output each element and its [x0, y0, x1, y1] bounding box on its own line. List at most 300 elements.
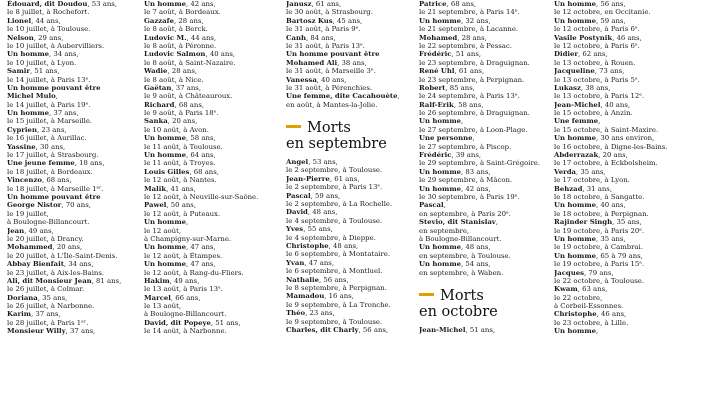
person-name: Une femme, dite Cacahouète	[286, 92, 398, 101]
death-date-place: le 17 juillet, à Strasbourg.	[7, 151, 99, 160]
entry-detail-line	[144, 8, 286, 16]
person-name: Un homme pouvant être	[7, 83, 101, 92]
person-name: Un homme	[419, 243, 461, 252]
death-date-place: le 15 octobre, à Saint-Maxire.	[554, 125, 659, 134]
entry-name-line	[7, 143, 144, 151]
death-date-place: le 4 septembre, à Toulouse.	[286, 216, 383, 225]
entry-detail-line	[419, 176, 554, 184]
person-name: Christophe	[286, 241, 329, 250]
death-date-place: le 12 août, à Neuville-sur-Saône.	[144, 192, 259, 201]
entry-detail-line	[7, 117, 144, 125]
entry-detail-line	[286, 250, 419, 258]
person-name: Rajinder Singh	[554, 218, 613, 227]
person-age: , 51 ans,	[451, 50, 482, 59]
person-name: Un homme	[144, 151, 186, 160]
entry-detail-line	[286, 318, 419, 326]
entry-name-line	[7, 193, 144, 201]
person-age: , 40 ans,	[600, 100, 631, 109]
entry-detail-line	[7, 25, 144, 33]
death-date-place: le 12 août, à Étampes.	[144, 251, 223, 260]
person-age: ,	[461, 117, 464, 126]
person-name: Pascal	[419, 201, 444, 210]
person-name: Monsieur Willy	[7, 327, 66, 336]
person-age: , 53 ans,	[87, 0, 118, 8]
entry-name-line	[419, 218, 554, 226]
person-name: Ludovic M.	[144, 33, 187, 42]
entry-detail-line	[144, 227, 286, 235]
entry-detail-line	[419, 252, 554, 260]
entry-detail-line	[419, 143, 554, 151]
entry-detail-line	[554, 277, 687, 285]
death-date-place: le 21 septembre, à Paris 14ᵉ.	[419, 8, 520, 17]
entry-detail-line	[7, 8, 144, 16]
person-name: Sanka	[144, 117, 168, 126]
entry-name-line	[286, 292, 419, 300]
entry-name-line	[144, 201, 286, 209]
person-age: ,	[397, 92, 400, 101]
death-date-place: le 19 octobre, à Cambrai.	[554, 243, 643, 252]
entry-detail-line	[419, 269, 554, 277]
death-date-place: le 18 octobre, à Sangatte.	[554, 192, 645, 201]
death-date-place: en septembre,	[419, 226, 470, 235]
death-date-place: à Corbeil-Essonnes.	[554, 302, 624, 311]
death-date-place: le 13 août,	[144, 302, 182, 311]
person-age: , 20 ans,	[52, 243, 83, 252]
entry-name-line	[286, 175, 419, 183]
person-name: Malik	[144, 184, 167, 193]
person-name: Mohamed	[419, 33, 458, 42]
entry-name-line	[419, 101, 554, 109]
person-name: Michel Mulo	[7, 92, 56, 101]
person-age: , 68 ans,	[446, 0, 477, 8]
person-age: , 20 ans,	[598, 151, 628, 160]
person-age: , 31 ans,	[582, 184, 613, 193]
person-age: , 49 ans,	[24, 226, 54, 235]
death-date-place: le 8 septembre, à Perpignan.	[286, 283, 387, 292]
person-name: Yvan	[286, 258, 305, 267]
entry-name-line	[419, 168, 554, 176]
person-age: , 70 ans,	[61, 201, 91, 210]
person-name: Vasile Postynik	[554, 33, 613, 42]
column-3	[286, 0, 419, 405]
entry-detail-line	[419, 42, 554, 50]
person-name: Behzad	[554, 184, 583, 193]
entry-name-line	[144, 243, 286, 251]
entry-detail-line	[419, 25, 554, 33]
entry-detail-line	[419, 92, 554, 100]
person-name: Un homme pouvant être	[286, 50, 380, 59]
person-name: Un homme	[144, 134, 186, 143]
entry-detail-line	[419, 210, 554, 218]
entry-detail-line	[286, 217, 419, 225]
person-age: , 61 ans,	[329, 174, 360, 183]
death-date-place: le 7 août, à Bordeaux.	[144, 8, 221, 17]
death-date-place: le 31 août, à Paris 13ᵉ.	[286, 41, 365, 50]
person-age: , 38 ans,	[580, 83, 611, 92]
person-age: , 37 ans,	[31, 310, 61, 319]
person-age: , 18 ans,	[74, 159, 105, 168]
entry-name-line	[419, 185, 554, 193]
person-age: , 81 ans,	[91, 276, 122, 285]
column-4	[419, 0, 554, 405]
death-date-place: le 31 août, à Marseille 3ᵉ.	[286, 67, 376, 76]
person-age: , 51 ans,	[210, 318, 241, 327]
person-age: , 44 ans,	[186, 33, 217, 42]
section-heading	[286, 117, 419, 152]
person-name: Un homme	[554, 234, 596, 243]
person-age: , 38 ans,	[337, 58, 367, 67]
entry-name-line	[419, 260, 554, 268]
person-name: Un homme	[554, 16, 596, 25]
person-name: Théo	[286, 309, 306, 318]
death-date-place: le 8 juillet, à Rochefort.	[7, 8, 90, 17]
entry-detail-line	[144, 159, 286, 167]
entry-detail-line	[419, 193, 554, 201]
entry-detail-line	[286, 84, 419, 92]
death-date-place: le 23 octobre, à Lille.	[554, 318, 629, 327]
person-age: , 68 ans,	[174, 100, 205, 109]
death-date-place: le 29 septembre, à Saint-Grégoire.	[419, 159, 541, 168]
person-age: , 45 ans,	[332, 16, 363, 25]
person-name: Un homme	[7, 109, 49, 118]
entry-detail-line	[419, 227, 554, 235]
person-name: Gazzafe	[144, 16, 174, 25]
entry-detail-line	[7, 210, 144, 218]
person-name: Jacques	[554, 268, 585, 277]
person-age: , 58 ans,	[186, 134, 216, 143]
person-age: , 34 ans,	[49, 50, 79, 59]
person-name: Frédéric	[419, 50, 452, 59]
entry-name-line	[419, 134, 554, 142]
entry-detail-line	[554, 59, 687, 67]
entry-name-line	[419, 201, 554, 209]
death-date-place: le 4 septembre, à Dieppe.	[286, 233, 376, 242]
death-date-place: le 8 août, à Berck.	[144, 25, 208, 34]
entry-name-line	[144, 277, 286, 285]
entry-name-line	[144, 117, 286, 125]
person-name: Yassine	[7, 142, 36, 151]
person-name: Didier	[554, 50, 579, 59]
person-age: , 39 ans,	[451, 151, 482, 160]
death-date-place: le 13 octobre, à Paris 12ᵉ.	[554, 92, 645, 101]
person-age: , 30 ans environ,	[596, 134, 655, 143]
person-age: , 51 ans,	[465, 325, 496, 334]
person-age: , 84 ans,	[305, 33, 336, 42]
column-5	[554, 0, 687, 405]
entry-name-line	[7, 50, 144, 58]
entry-detail-line	[144, 302, 286, 310]
person-name: Un homme	[419, 184, 461, 193]
person-name: Cyprien	[7, 125, 37, 134]
person-age: , 59 ans,	[310, 191, 341, 200]
person-age: , 42 ans,	[461, 184, 491, 193]
person-age: , 35 ans,	[37, 293, 68, 302]
person-name: Stevio, dit Stanislav	[419, 218, 496, 227]
entry-name-line	[144, 17, 286, 25]
entry-name-line	[144, 34, 286, 42]
entry-name-line	[144, 218, 286, 226]
person-age: ,	[443, 201, 446, 210]
entry-detail-line	[286, 25, 419, 33]
entry-name-line	[554, 201, 687, 209]
entry-name-line	[286, 0, 419, 8]
death-date-place: à Boulogne-Billancourt.	[144, 310, 227, 319]
entry-name-line	[144, 185, 286, 193]
person-name: Jacqueline	[554, 67, 595, 76]
person-name: Louis Gilles	[144, 167, 190, 176]
entry-name-line	[554, 168, 687, 176]
death-date-place: le 6 septembre, à Montluel.	[286, 267, 383, 276]
entry-name-line	[144, 319, 286, 327]
section-title-line2: en octobre	[419, 303, 498, 320]
death-date-place: le 17 octobre, à Lyon.	[554, 176, 630, 185]
person-age: , 32 ans,	[461, 16, 491, 25]
person-name: Canh	[286, 33, 306, 42]
entry-detail-line	[554, 92, 687, 100]
entry-name-line	[554, 50, 687, 58]
person-age: , 68 ans,	[41, 176, 72, 185]
entry-name-line	[286, 276, 419, 284]
entry-detail-line	[7, 185, 144, 193]
entry-detail-line	[7, 319, 144, 327]
entry-name-line	[144, 50, 286, 58]
entry-name-line	[419, 117, 554, 125]
person-age: , 47 ans,	[186, 243, 216, 252]
person-name: Jean-Michel	[419, 325, 466, 334]
death-date-place: le 9 août, à Châteauroux.	[144, 92, 233, 101]
entry-detail-line	[554, 8, 687, 16]
person-age: , 64 ans,	[186, 151, 216, 160]
entry-detail-line	[554, 76, 687, 84]
entry-name-line	[7, 126, 144, 134]
entry-name-line	[7, 260, 144, 268]
entry-detail-line	[286, 301, 419, 309]
person-name: Mamadou	[286, 292, 325, 301]
death-date-place: à Boulogne-Billancourt.	[419, 234, 502, 243]
entry-detail-line	[286, 166, 419, 174]
death-date-place: en septembre, à Toulouse.	[419, 251, 511, 260]
death-date-place: le 27 septembre, à Loon-Plage.	[419, 125, 528, 134]
entry-detail-line	[554, 159, 687, 167]
entry-detail-line	[286, 267, 419, 275]
death-date-place: le 8 août, à Nice.	[144, 75, 204, 84]
death-date-place: le 15 juillet, à Marseille.	[7, 117, 93, 126]
death-date-place: le 23 septembre, à Perpignan.	[419, 75, 525, 84]
entry-name-line	[419, 50, 554, 58]
death-date-place: le 26 septembre, à Draguignan.	[419, 109, 530, 118]
person-age: , 58 ans,	[453, 100, 484, 109]
person-name: Une jeune femme	[7, 159, 75, 168]
entry-detail-line	[7, 59, 144, 67]
entry-name-line	[144, 101, 286, 109]
person-name: Nelson	[7, 33, 34, 42]
entry-name-line	[419, 0, 554, 8]
entry-detail-line	[144, 59, 286, 67]
entry-name-line	[286, 225, 419, 233]
person-name: Un homme	[554, 0, 596, 8]
person-name: Nathalie	[286, 275, 320, 284]
person-name: Vanessa	[286, 75, 317, 84]
death-date-place: le 24 septembre, à Paris 13ᵉ.	[419, 92, 520, 101]
person-name: Édouard, dit Doudou	[7, 0, 88, 8]
death-date-place: le 15 octobre, à Anzin.	[554, 109, 633, 118]
person-name: Yves	[286, 225, 304, 234]
person-age: , 62 ans,	[578, 50, 608, 59]
person-name: Hakim	[144, 276, 170, 285]
person-age: , 79 ans,	[584, 268, 614, 277]
death-date-place: le 22 octobre, à Toulouse.	[554, 276, 645, 285]
person-age: , 61 ans,	[311, 0, 342, 8]
person-name: Un homme	[554, 327, 596, 336]
person-name: Un homme	[144, 0, 186, 8]
entry-name-line	[286, 158, 419, 166]
death-date-place: le 28 juillet, à Paris 1ᵉʳ.	[7, 318, 89, 327]
person-name: David, dit Popeye	[144, 318, 211, 327]
person-name: Un homme	[419, 260, 461, 269]
death-date-place: le 30 septembre, à Paris 19ᵉ.	[419, 192, 520, 201]
person-age: ,	[55, 92, 58, 101]
entry-name-line	[7, 243, 144, 251]
death-date-place: le 19 octobre, à Paris 20ᵉ.	[554, 226, 645, 235]
person-name: Jean-Pierre	[286, 174, 330, 183]
person-age: , 66 ans,	[170, 293, 201, 302]
person-name: Un homme	[419, 16, 461, 25]
entry-name-line	[554, 67, 687, 75]
person-name: Doriana	[7, 293, 38, 302]
entry-name-line	[419, 67, 554, 75]
person-age: , 50 ans,	[166, 201, 197, 210]
death-date-place: le 9 septembre, à La Tronche.	[286, 300, 391, 309]
person-age: , 49 ans,	[169, 276, 200, 285]
person-name: Wadie	[144, 67, 168, 76]
person-name: Une femme	[554, 117, 599, 126]
death-date-place: le 2 septembre, à Toulouse.	[286, 166, 383, 175]
death-date-place: en septembre, à Waben.	[419, 268, 504, 277]
entry-name-line	[419, 326, 554, 334]
entry-name-line	[554, 151, 687, 159]
person-age: , 34 ans,	[63, 260, 94, 269]
entry-detail-line	[7, 302, 144, 310]
death-date-place: le 9 août, à Paris 18ᵉ.	[144, 109, 219, 118]
entry-detail-line	[7, 218, 144, 226]
death-date-place: le 22 septembre, à Pessac.	[419, 41, 512, 50]
person-age: , 30 ans,	[35, 142, 66, 151]
death-date-place: le 6 septembre, à Montataire.	[286, 250, 391, 259]
death-date-place: le 2 septembre, à La Rochelle.	[286, 200, 393, 209]
person-age: , 20 ans,	[167, 117, 198, 126]
entry-detail-line	[144, 235, 286, 243]
section-accent-rule	[286, 125, 301, 128]
entry-name-line	[7, 92, 144, 100]
death-date-place: le 8 août, à Péronne.	[144, 41, 217, 50]
person-age: , 65 à 79 ans,	[596, 251, 643, 260]
entry-detail-line	[554, 294, 687, 302]
death-date-place: le 16 octobre, à Digne-les-Bains.	[554, 142, 668, 151]
entry-name-line	[419, 84, 554, 92]
death-date-place: le 12 août, à Nantes.	[144, 176, 217, 185]
person-name: Mohamed Ali	[286, 58, 338, 67]
entry-detail-line	[144, 310, 286, 318]
death-date-place: le 18 juillet, à Marseille 1ᵉʳ.	[7, 184, 104, 193]
person-name: Janusz	[286, 0, 312, 8]
death-date-place: le 17 octobre, à Eckbolsheim.	[554, 159, 658, 168]
entry-name-line	[554, 17, 687, 25]
person-name: Karim	[7, 310, 31, 319]
entry-detail-line	[286, 200, 419, 208]
entry-name-line	[554, 101, 687, 109]
entry-name-line	[286, 309, 419, 317]
entry-name-line	[286, 76, 419, 84]
person-age: ,	[495, 218, 498, 227]
entry-name-line	[286, 259, 419, 267]
entry-name-line	[554, 185, 687, 193]
entry-name-line	[144, 260, 286, 268]
person-age: , 83 ans,	[461, 167, 491, 176]
death-date-place: le 23 juillet, à Aix-les-Bains.	[7, 268, 105, 277]
entry-name-line	[7, 17, 144, 25]
death-date-place: le 30 août, à Strasbourg.	[286, 8, 373, 17]
death-date-place: le 10 juillet, à Aubervilliers.	[7, 41, 105, 50]
entry-detail-line	[286, 101, 419, 109]
person-name: Richard	[144, 100, 175, 109]
death-date-place: le 19 octobre, à Paris 15ᵉ.	[554, 260, 645, 269]
death-date-place: le 10 août, à Avon.	[144, 125, 209, 134]
death-date-place: le 13 octobre, à Rouen.	[554, 58, 636, 67]
entry-detail-line	[419, 59, 554, 67]
entry-name-line	[7, 201, 144, 209]
person-age: , 53 ans,	[308, 158, 338, 167]
entry-detail-line	[554, 227, 687, 235]
person-age: , 85 ans,	[445, 83, 475, 92]
entry-detail-line	[419, 126, 554, 134]
entry-name-line	[144, 168, 286, 176]
entry-detail-line	[419, 235, 554, 243]
entry-name-line	[7, 327, 144, 335]
entry-name-line	[7, 159, 144, 167]
entry-detail-line	[7, 269, 144, 277]
person-name: Kwam	[554, 285, 578, 294]
person-age: , 40 ans,	[316, 75, 347, 84]
entry-detail-line	[419, 109, 554, 117]
person-age: , 51 ans,	[29, 67, 60, 76]
death-date-place: le 26 juillet, à Colmar.	[7, 285, 85, 294]
person-age: , 23 ans,	[305, 309, 335, 318]
person-name: Lukasz	[554, 83, 581, 92]
entry-name-line	[286, 242, 419, 250]
entry-detail-line	[144, 210, 286, 218]
death-date-place: le 18 juillet, à Bordeaux.	[7, 167, 93, 176]
entry-detail-line	[144, 126, 286, 134]
person-age: ,	[472, 134, 475, 143]
entry-name-line	[7, 67, 144, 75]
death-date-place: le 31 août, à Pérenchies.	[286, 83, 373, 92]
entry-name-line	[7, 227, 144, 235]
person-age: , 40 ans,	[205, 50, 236, 59]
person-age: , 48 ans,	[307, 208, 338, 217]
death-date-place: le 23 septembre, à Draguignan.	[419, 58, 530, 67]
death-date-place: le 9 septembre, à Toulouse.	[286, 317, 383, 326]
person-age: ,	[186, 218, 189, 227]
person-age: , 56 ans,	[596, 0, 626, 8]
person-name: Un homme	[419, 167, 461, 176]
death-date-place: le 13 octobre, à Paris 5ᵉ.	[554, 75, 640, 84]
entry-detail-line	[554, 210, 687, 218]
entry-name-line	[7, 84, 144, 92]
person-age: , 55 ans,	[303, 225, 333, 234]
death-date-place: le 11 août, à Toulouse.	[144, 142, 223, 151]
death-date-place: le 20 juillet, à L'Île-Saint-Denis.	[7, 251, 118, 260]
entry-detail-line	[7, 134, 144, 142]
